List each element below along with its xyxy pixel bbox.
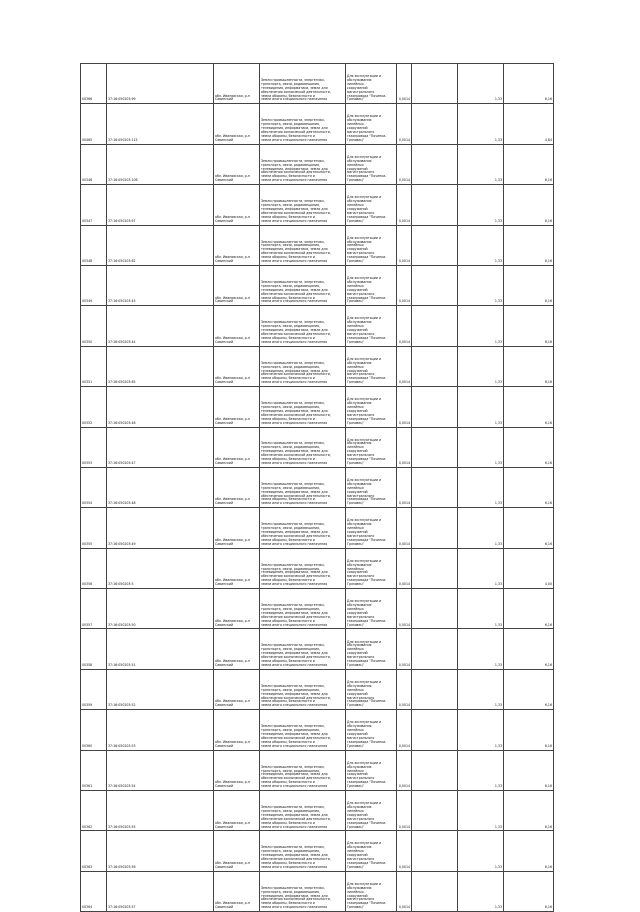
table-row <box>81 710 554 750</box>
row-id-cell: 00356 <box>81 548 107 588</box>
row-id-cell: 00347 <box>81 185 107 225</box>
address-cell: обл. Ивановская, р-н Савинский <box>214 669 260 709</box>
permitted-use-cell: Для эксплуатации и обслуживания линейных сооружений магистрального газопровода "Починки- Грязовец" <box>346 508 397 548</box>
table-row <box>81 306 554 346</box>
cadastral-number-cell: 37:16:050203:44 <box>107 306 214 346</box>
area-cell: 0,0014 <box>397 427 412 467</box>
land-category-cell: Земли промышленности, энергетики, транспорта, связи, радиовещания, телевидения, информатики, земли для обеспечения космической деятельности, земли обороны, безопасности и земли иного специального назначения <box>260 387 346 427</box>
area-cell: 0,0014 <box>397 750 412 790</box>
cadastral-number-cell: 37:16:050203:62 <box>107 225 214 265</box>
cadastral-number-cell: 37:16:050203:5 <box>107 548 214 588</box>
table-row <box>81 64 554 104</box>
row-id-cell: 00465 <box>81 104 107 144</box>
address-cell: обл. Ивановская, р-н Савинский <box>214 831 260 871</box>
address-cell: обл. Ивановская, р-н Савинский <box>214 750 260 790</box>
area-cell: 0,0014 <box>397 589 412 629</box>
cadastral-number-cell: 37:16:050203:46 <box>107 387 214 427</box>
rate-cell: 1,33 <box>458 387 504 427</box>
value-cell: 6,16 <box>504 791 554 831</box>
table-row <box>81 871 554 911</box>
table-row <box>81 104 554 144</box>
area-cell: 0,0014 <box>397 710 412 750</box>
address-cell: обл. Ивановская, р-н Савинский <box>214 185 260 225</box>
table-row <box>81 548 554 588</box>
permitted-use-cell: Для эксплуатации и обслуживания линейных сооружений магистрального газопровода "Починки- Грязовец" <box>346 871 397 911</box>
address-cell: обл. Ивановская, р-н Савинский <box>214 427 260 467</box>
row-id-cell: 00362 <box>81 791 107 831</box>
land-category-cell: Земли промышленности, энергетики, транспорта, связи, радиовещания, телевидения, информатики, земли для обеспечения космической деятельности, земли обороны, безопасности и земли иного специального назначения <box>260 750 346 790</box>
table-row <box>81 467 554 507</box>
value-cell: 6,16 <box>504 346 554 386</box>
rate-cell: 1,33 <box>458 791 504 831</box>
row-id-cell: 00358 <box>81 629 107 669</box>
permitted-use-cell: Для эксплуатации и обслуживания линейных сооружений магистрального газопровода "Починки- Грязовец" <box>346 306 397 346</box>
permitted-use-cell: Для эксплуатации и обслуживания линейных сооружений магистрального газопровода "Починки- Грязовец" <box>346 589 397 629</box>
area-cell: 0,0014 <box>397 265 412 305</box>
row-id-cell: 00363 <box>81 831 107 871</box>
table-row <box>81 265 554 305</box>
address-cell: обл. Ивановская, р-н Савинский <box>214 265 260 305</box>
value-cell: 6,16 <box>504 427 554 467</box>
land-category-cell: Земли промышленности, энергетики, транспорта, связи, радиовещания, телевидения, информатики, земли для обеспечения космической деятельности, земли обороны, безопасности и земли иного специального назначения <box>260 589 346 629</box>
rate-cell: 1,33 <box>458 548 504 588</box>
rate-cell: 1,33 <box>458 265 504 305</box>
permitted-use-cell: Для эксплуатации и обслуживания линейных сооружений магистрального газопровода "Починки- Грязовец" <box>346 144 397 184</box>
area-cell: 0,0014 <box>397 548 412 588</box>
land-category-cell: Земли промышленности, энергетики, транспорта, связи, радиовещания, телевидения, информатики, земли для обеспечения космической деятельности, земли обороны, безопасности и земли иного специального назначения <box>260 346 346 386</box>
row-id-cell: 00354 <box>81 467 107 507</box>
empty-cell <box>412 265 458 305</box>
land-category-cell: Земли промышленности, энергетики, транспорта, связи, радиовещания, телевидения, информатики, земли для обеспечения космической деятельности, земли обороны, безопасности и земли иного специального назначения <box>260 64 346 104</box>
cadastral-number-cell: 37:16:050203:57 <box>107 871 214 911</box>
address-cell: обл. Ивановская, р-н Савинский <box>214 710 260 750</box>
address-cell: обл. Ивановская, р-н Савинский <box>214 589 260 629</box>
row-id-cell: 00359 <box>81 669 107 709</box>
empty-cell <box>412 669 458 709</box>
area-cell: 0,0014 <box>397 104 412 144</box>
land-category-cell: Земли промышленности, энергетики, транспорта, связи, радиовещания, телевидения, информатики, земли для обеспечения космической деятельности, земли обороны, безопасности и земли иного специального назначения <box>260 791 346 831</box>
row-id-cell: 00357 <box>81 589 107 629</box>
value-cell: 6,16 <box>504 831 554 871</box>
permitted-use-cell: Для эксплуатации и обслуживания линейных сооружений магистрального газопровода "Починки- Грязовец" <box>346 467 397 507</box>
empty-cell <box>412 871 458 911</box>
area-cell: 0,0014 <box>397 64 412 104</box>
cadastral-number-cell: 37:16:050203:99 <box>107 64 214 104</box>
cadastral-number-cell: 37:16:050203:47 <box>107 427 214 467</box>
rate-cell: 1,33 <box>458 871 504 911</box>
cadastral-number-cell: 37:16:050203:48 <box>107 467 214 507</box>
rate-cell: 1,33 <box>458 225 504 265</box>
cadastral-number-cell: 37:16:050203:97 <box>107 185 214 225</box>
permitted-use-cell: Для эксплуатации и обслуживания линейных сооружений магистрального газопровода "Починки- Грязовец" <box>346 185 397 225</box>
empty-cell <box>412 185 458 225</box>
area-cell: 0,0014 <box>397 467 412 507</box>
value-cell: 6,16 <box>504 629 554 669</box>
land-category-cell: Земли промышленности, энергетики, транспорта, связи, радиовещания, телевидения, информатики, земли для обеспечения космической деятельности, земли обороны, безопасности и земли иного специального назначения <box>260 225 346 265</box>
table-row <box>81 508 554 548</box>
permitted-use-cell: Для эксплуатации и обслуживания линейных сооружений магистрального газопровода "Починки- Грязовец" <box>346 265 397 305</box>
table-row <box>81 629 554 669</box>
row-id-cell: 00353 <box>81 427 107 467</box>
land-category-cell: Земли промышленности, энергетики, транспорта, связи, радиовещания, телевидения, информатики, земли для обеспечения космической деятельности, земли обороны, безопасности и земли иного специального назначения <box>260 467 346 507</box>
area-cell: 0,0014 <box>397 669 412 709</box>
row-id-cell: 00348 <box>81 225 107 265</box>
row-id-cell: 00360 <box>81 710 107 750</box>
rate-cell: 1,33 <box>458 185 504 225</box>
rate-cell: 1,33 <box>458 64 504 104</box>
rate-cell: 1,33 <box>458 306 504 346</box>
empty-cell <box>412 710 458 750</box>
land-category-cell: Земли промышленности, энергетики, транспорта, связи, радиовещания, телевидения, информатики, земли для обеспечения космической деятельности, земли обороны, безопасности и земли иного специального назначения <box>260 508 346 548</box>
area-cell: 0,0014 <box>397 791 412 831</box>
row-id-cell: 00366 <box>81 64 107 104</box>
row-id-cell: 00352 <box>81 387 107 427</box>
address-cell: обл. Ивановская, р-н Савинский <box>214 306 260 346</box>
land-category-cell: Земли промышленности, энергетики, транспорта, связи, радиовещания, телевидения, информатики, земли для обеспечения космической деятельности, земли обороны, безопасности и земли иного специального назначения <box>260 265 346 305</box>
address-cell: обл. Ивановская, р-н Савинский <box>214 791 260 831</box>
cadastral-number-cell: 37:16:050203:106 <box>107 144 214 184</box>
empty-cell <box>412 467 458 507</box>
address-cell: обл. Ивановская, р-н Савинский <box>214 387 260 427</box>
table-row <box>81 831 554 871</box>
area-cell: 0,0014 <box>397 387 412 427</box>
area-cell: 0,0014 <box>397 831 412 871</box>
empty-cell <box>412 346 458 386</box>
rate-cell: 1,33 <box>458 346 504 386</box>
value-cell: 6,16 <box>504 589 554 629</box>
table-body <box>81 64 554 912</box>
table-row <box>81 427 554 467</box>
table-row <box>81 387 554 427</box>
empty-cell <box>412 508 458 548</box>
cadastral-number-cell: 37:16:050203:50 <box>107 589 214 629</box>
rate-cell: 1,33 <box>458 629 504 669</box>
value-cell: 6,16 <box>504 225 554 265</box>
value-cell: 4,00 <box>504 548 554 588</box>
area-cell: 0,0014 <box>397 346 412 386</box>
permitted-use-cell: Для эксплуатации и обслуживания линейных сооружений магистрального газопровода "Починки- Грязовец" <box>346 669 397 709</box>
permitted-use-cell: Для эксплуатации и обслуживания линейных сооружений магистрального газопровода "Починки- Грязовец" <box>346 710 397 750</box>
value-cell: 6,16 <box>504 265 554 305</box>
rate-cell: 1,33 <box>458 831 504 871</box>
cadastral-number-cell: 37:16:050203:45 <box>107 265 214 305</box>
permitted-use-cell: Для эксплуатации и обслуживания линейных сооружений магистрального газопровода "Починки- Грязовец" <box>346 104 397 144</box>
permitted-use-cell: Для эксплуатации и обслуживания линейных сооружений магистрального газопровода "Починки- Грязовец" <box>346 346 397 386</box>
cadastral-number-cell: 37:16:050203:53 <box>107 710 214 750</box>
table-row <box>81 669 554 709</box>
value-cell: 6,16 <box>504 64 554 104</box>
table-row <box>81 750 554 790</box>
address-cell: обл. Ивановская, р-н Савинский <box>214 629 260 669</box>
area-cell: 0,0014 <box>397 306 412 346</box>
address-cell: обл. Ивановская, р-н Савинский <box>214 144 260 184</box>
cadastral-number-cell: 37:16:050203:51 <box>107 629 214 669</box>
address-cell: обл. Ивановская, р-н Савинский <box>214 346 260 386</box>
address-cell: обл. Ивановская, р-н Савинский <box>214 508 260 548</box>
land-category-cell: Земли промышленности, энергетики, транспорта, связи, радиовещания, телевидения, информатики, земли для обеспечения космической деятельности, земли обороны, безопасности и земли иного специального назначения <box>260 831 346 871</box>
empty-cell <box>412 387 458 427</box>
value-cell: 4,84 <box>504 104 554 144</box>
permitted-use-cell: Для эксплуатации и обслуживания линейных сооружений магистрального газопровода "Починки- Грязовец" <box>346 427 397 467</box>
permitted-use-cell: Для эксплуатации и обслуживания линейных сооружений магистрального газопровода "Починки- Грязовец" <box>346 831 397 871</box>
land-category-cell: Земли промышленности, энергетики, транспорта, связи, радиовещания, телевидения, информатики, земли для обеспечения космической деятельности, земли обороны, безопасности и земли иного специального назначения <box>260 144 346 184</box>
empty-cell <box>412 629 458 669</box>
empty-cell <box>412 427 458 467</box>
value-cell: 6,16 <box>504 467 554 507</box>
address-cell: обл. Ивановская, р-н Савинский <box>214 64 260 104</box>
permitted-use-cell: Для эксплуатации и обслуживания линейных сооружений магистрального газопровода "Починки- Грязовец" <box>346 791 397 831</box>
land-category-cell: Земли промышленности, энергетики, транспорта, связи, радиовещания, телевидения, информатики, земли для обеспечения космической деятельности, земли обороны, безопасности и земли иного специального назначения <box>260 548 346 588</box>
rate-cell: 1,33 <box>458 144 504 184</box>
permitted-use-cell: Для эксплуатации и обслуживания линейных сооружений магистрального газопровода "Починки- Грязовец" <box>346 225 397 265</box>
row-id-cell: 00349 <box>81 265 107 305</box>
rate-cell: 1,33 <box>458 508 504 548</box>
land-category-cell: Земли промышленности, энергетики, транспорта, связи, радиовещания, телевидения, информатики, земли для обеспечения космической деятельности, земли обороны, безопасности и земли иного специального назначения <box>260 871 346 911</box>
table-row <box>81 791 554 831</box>
empty-cell <box>412 831 458 871</box>
cadastral-number-cell: 37:16:050203:65 <box>107 346 214 386</box>
empty-cell <box>412 589 458 629</box>
land-category-cell: Земли промышленности, энергетики, транспорта, связи, радиовещания, телевидения, информатики, земли для обеспечения космической деятельности, земли обороны, безопасности и земли иного специального назначения <box>260 629 346 669</box>
row-id-cell: 00355 <box>81 508 107 548</box>
address-cell: обл. Ивановская, р-н Савинский <box>214 871 260 911</box>
empty-cell <box>412 225 458 265</box>
permitted-use-cell: Для эксплуатации и обслуживания линейных сооружений магистрального газопровода "Починки- Грязовец" <box>346 64 397 104</box>
permitted-use-cell: Для эксплуатации и обслуживания линейных сооружений магистрального газопровода "Починки- Грязовец" <box>346 548 397 588</box>
rate-cell: 1,33 <box>458 467 504 507</box>
value-cell: 6,16 <box>504 185 554 225</box>
rate-cell: 1,33 <box>458 104 504 144</box>
value-cell: 6,16 <box>504 306 554 346</box>
permitted-use-cell: Для эксплуатации и обслуживания линейных сооружений магистрального газопровода "Починки- Грязовец" <box>346 629 397 669</box>
land-category-cell: Земли промышленности, энергетики, транспорта, связи, радиовещания, телевидения, информатики, земли для обеспечения космической деятельности, земли обороны, безопасности и земли иного специального назначения <box>260 185 346 225</box>
rate-cell: 1,33 <box>458 669 504 709</box>
row-id-cell: 00346 <box>81 144 107 184</box>
address-cell: обл. Ивановская, р-н Савинский <box>214 225 260 265</box>
land-category-cell: Земли промышленности, энергетики, транспорта, связи, радиовещания, телевидения, информатики, земли для обеспечения космической деятельности, земли обороны, безопасности и земли иного специального назначения <box>260 669 346 709</box>
area-cell: 0,0014 <box>397 144 412 184</box>
cadastral-number-cell: 37:16:050203:56 <box>107 831 214 871</box>
table-row <box>81 346 554 386</box>
cadastral-number-cell: 37:16:050203:52 <box>107 669 214 709</box>
area-cell: 0,0014 <box>397 508 412 548</box>
value-cell: 6,16 <box>504 387 554 427</box>
area-cell: 0,0014 <box>397 225 412 265</box>
land-category-cell: Земли промышленности, энергетики, транспорта, связи, радиовещания, телевидения, информатики, земли для обеспечения космической деятельности, земли обороны, безопасности и земли иного специального назначения <box>260 710 346 750</box>
empty-cell <box>412 144 458 184</box>
permitted-use-cell: Для эксплуатации и обслуживания линейных сооружений магистрального газопровода "Починки- Грязовец" <box>346 387 397 427</box>
empty-cell <box>412 750 458 790</box>
table-row <box>81 185 554 225</box>
value-cell: 6,16 <box>504 750 554 790</box>
area-cell: 0,0014 <box>397 185 412 225</box>
cadastral-number-cell: 37:16:050203:115 <box>107 104 214 144</box>
land-category-cell: Земли промышленности, энергетики, транспорта, связи, радиовещания, телевидения, информатики, земли для обеспечения космической деятельности, земли обороны, безопасности и земли иного специального назначения <box>260 306 346 346</box>
empty-cell <box>412 306 458 346</box>
rate-cell: 1,33 <box>458 427 504 467</box>
cadastral-number-cell: 37:16:050203:55 <box>107 791 214 831</box>
value-cell: 6,16 <box>504 669 554 709</box>
data-table <box>80 63 554 912</box>
permitted-use-cell: Для эксплуатации и обслуживания линейных сооружений магистрального газопровода "Починки- Грязовец" <box>346 750 397 790</box>
land-category-cell: Земли промышленности, энергетики, транспорта, связи, радиовещания, телевидения, информатики, земли для обеспечения космической деятельности, земли обороны, безопасности и земли иного специального назначения <box>260 427 346 467</box>
rate-cell: 1,33 <box>458 589 504 629</box>
area-cell: 0,0014 <box>397 871 412 911</box>
row-id-cell: 00361 <box>81 750 107 790</box>
empty-cell <box>412 104 458 144</box>
cadastral-number-cell: 37:16:050203:54 <box>107 750 214 790</box>
area-cell: 0,0014 <box>397 629 412 669</box>
value-cell: 6,16 <box>504 144 554 184</box>
value-cell: 6,16 <box>504 508 554 548</box>
row-id-cell: 00364 <box>81 871 107 911</box>
value-cell: 6,16 <box>504 871 554 911</box>
table-row <box>81 144 554 184</box>
address-cell: обл. Ивановская, р-н Савинский <box>214 548 260 588</box>
row-id-cell: 00351 <box>81 346 107 386</box>
value-cell: 6,16 <box>504 710 554 750</box>
land-category-cell: Земли промышленности, энергетики, транспорта, связи, радиовещания, телевидения, информатики, земли для обеспечения космической деятельности, земли обороны, безопасности и земли иного специального назначения <box>260 104 346 144</box>
empty-cell <box>412 791 458 831</box>
address-cell: обл. Ивановская, р-н Савинский <box>214 467 260 507</box>
table-row <box>81 589 554 629</box>
empty-cell <box>412 548 458 588</box>
table-row <box>81 225 554 265</box>
rate-cell: 1,33 <box>458 710 504 750</box>
row-id-cell: 00350 <box>81 306 107 346</box>
cadastral-number-cell: 37:16:050203:49 <box>107 508 214 548</box>
rate-cell: 1,33 <box>458 750 504 790</box>
address-cell: обл. Ивановская, р-н Савинский <box>214 104 260 144</box>
empty-cell <box>412 64 458 104</box>
